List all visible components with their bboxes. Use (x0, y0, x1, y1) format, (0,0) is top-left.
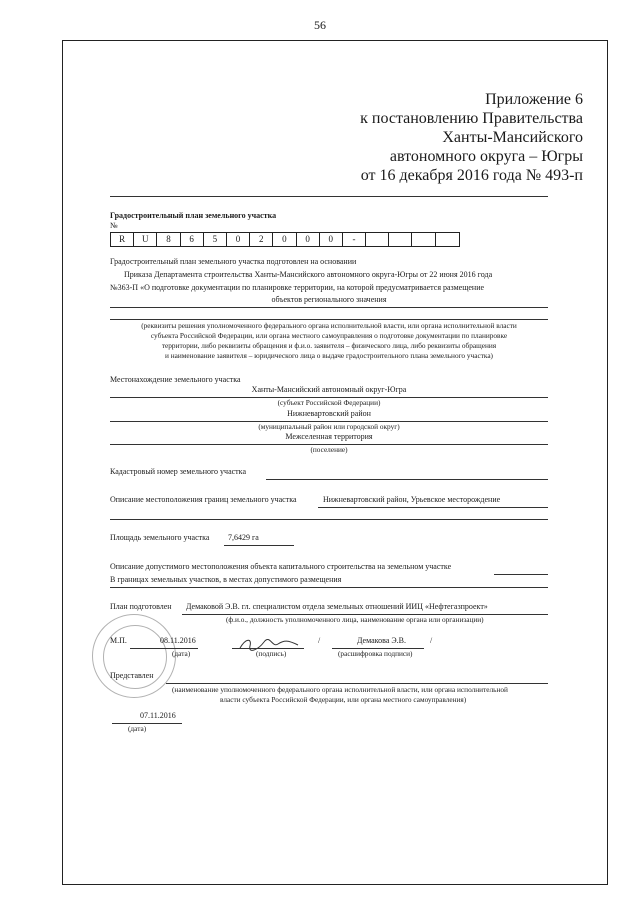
signature-caption: (подпись) (256, 649, 287, 658)
boundaries-underline (318, 507, 548, 508)
cadastral-underline (266, 479, 548, 480)
location-subject: Ханты-Мансийский автономный округ-Югра (251, 385, 407, 394)
location-district: Нижневартовский район (287, 409, 371, 418)
location-label: Местонахождение земельного участка (110, 375, 241, 384)
signing-date: 08.11.2016 (160, 636, 196, 645)
placement-underline (110, 587, 548, 588)
placement-value: В границах земельных участков, в местах допустимого размещения (110, 575, 342, 584)
number-cell: 0 (320, 233, 343, 246)
signing-date-caption: (дата) (172, 649, 191, 658)
basis-caption-1: (реквизиты решения уполномоченного федерального органа исполнительной власти, или органа исполнительной власти (141, 321, 517, 330)
basis-underline (110, 307, 548, 308)
number-cell: - (343, 233, 366, 246)
area-underline (224, 545, 294, 546)
divider-rule (110, 196, 548, 197)
page-number: 56 (314, 18, 326, 32)
number-cell (366, 233, 389, 246)
signature-separator: / (318, 636, 321, 645)
mp-label: М.П. (110, 636, 127, 645)
appendix-line-4: автономного округа – Югры (389, 148, 583, 165)
presented-date-underline (112, 723, 182, 724)
basis-intro: Градостроительный план земельного участка подготовлен на основании (110, 257, 357, 266)
appendix-line-2: к постановлению Правительства (360, 110, 583, 127)
basis-caption-2: субъекта Российской Федерации, или органа местного самоуправления о подготовке документации по планировке (150, 331, 508, 340)
presented-date-caption: (дата) (128, 724, 147, 733)
number-cell: 5 (204, 233, 227, 246)
number-cell (412, 233, 435, 246)
prepared-caption: (ф.и.о., должность уполномоченного лица, наименование органа или организации) (226, 615, 484, 624)
subject-caption: (субъект Российской Федерации) (277, 398, 381, 407)
signer-name-caption: (расшифровка подписи) (338, 649, 413, 658)
area-value: 7,6429 га (228, 533, 259, 542)
presented-caption-2: власти субъекта Российской Федерации, или органа местного самоуправления) (220, 695, 467, 704)
number-cell: 0 (227, 233, 250, 246)
signer-name: Демакова Э.В. (357, 636, 406, 645)
plan-title: Градостроительный план земельного участка (110, 211, 277, 220)
number-cell: U (134, 233, 157, 246)
prepared-value: Демаковой Э.В. гл. специалистом отдела земельных отношений ИИЦ «Нефтегазпроект» (186, 602, 488, 611)
number-cell: 8 (157, 233, 180, 246)
presented-date: 07.11.2016 (140, 711, 176, 720)
number-cell: 6 (181, 233, 204, 246)
boundaries-underline (110, 519, 548, 520)
cadastral-label: Кадастровый номер земельного участка (110, 467, 246, 476)
number-cell (436, 233, 459, 246)
name-separator: / (430, 636, 433, 645)
round-seal (92, 614, 176, 698)
basis-line-2: №363-П «О подготовке документации по планировке территории, на которой предусматривается размещение (110, 283, 485, 292)
appendix-line-3: Ханты-Мансийского (442, 129, 583, 146)
area-label: Площадь земельного участка (110, 533, 210, 542)
prepared-label: План подготовлен (110, 602, 172, 611)
placement-underline (494, 574, 548, 575)
basis-line-1: Приказа Департамента строительства Ханты-Мансийского автономного округа-Югры от 22 июня 2016 года (124, 270, 493, 279)
boundaries-label: Описание местоположения границ земельного участка (110, 495, 297, 504)
basis-caption-4: и наименование заявителя – юридического лица о выдаче градостроительного плана земельного участка) (165, 351, 493, 360)
basis-underline (110, 319, 548, 320)
district-caption: (муниципальный район или городской округ) (258, 422, 400, 431)
number-cell: 0 (273, 233, 296, 246)
placement-label: Описание допустимого местоположения объекта капитального строительства на земельном участке (110, 562, 452, 571)
number-sign: № (110, 221, 118, 230)
number-cell: 0 (297, 233, 320, 246)
location-settlement: Межселенная территория (285, 432, 373, 441)
presented-caption-1: (наименование уполномоченного федерального органа исполнительной власти, или органа исполнительной (172, 685, 508, 694)
basis-caption-3: территории, либо реквизиты обращения и ф.и.о. заявителя – физического лица, либо реквизиты обращения (161, 341, 497, 350)
basis-line-3: объектов регионального значения (271, 295, 387, 304)
number-cell: R (111, 233, 134, 246)
presented-underline (166, 683, 548, 684)
appendix-line-1: Приложение 6 (485, 91, 583, 108)
plan-number-grid (110, 232, 460, 247)
boundaries-value: Нижневартовский район, Урьевское месторождение (323, 495, 501, 504)
settlement-caption: (поселение) (310, 445, 348, 454)
number-cell: 2 (250, 233, 273, 246)
appendix-line-5: от 16 декабря 2016 года № 493-п (360, 167, 583, 184)
appendix-block (360, 90, 583, 185)
number-cell (389, 233, 412, 246)
presented-label: Представлен (110, 671, 154, 680)
